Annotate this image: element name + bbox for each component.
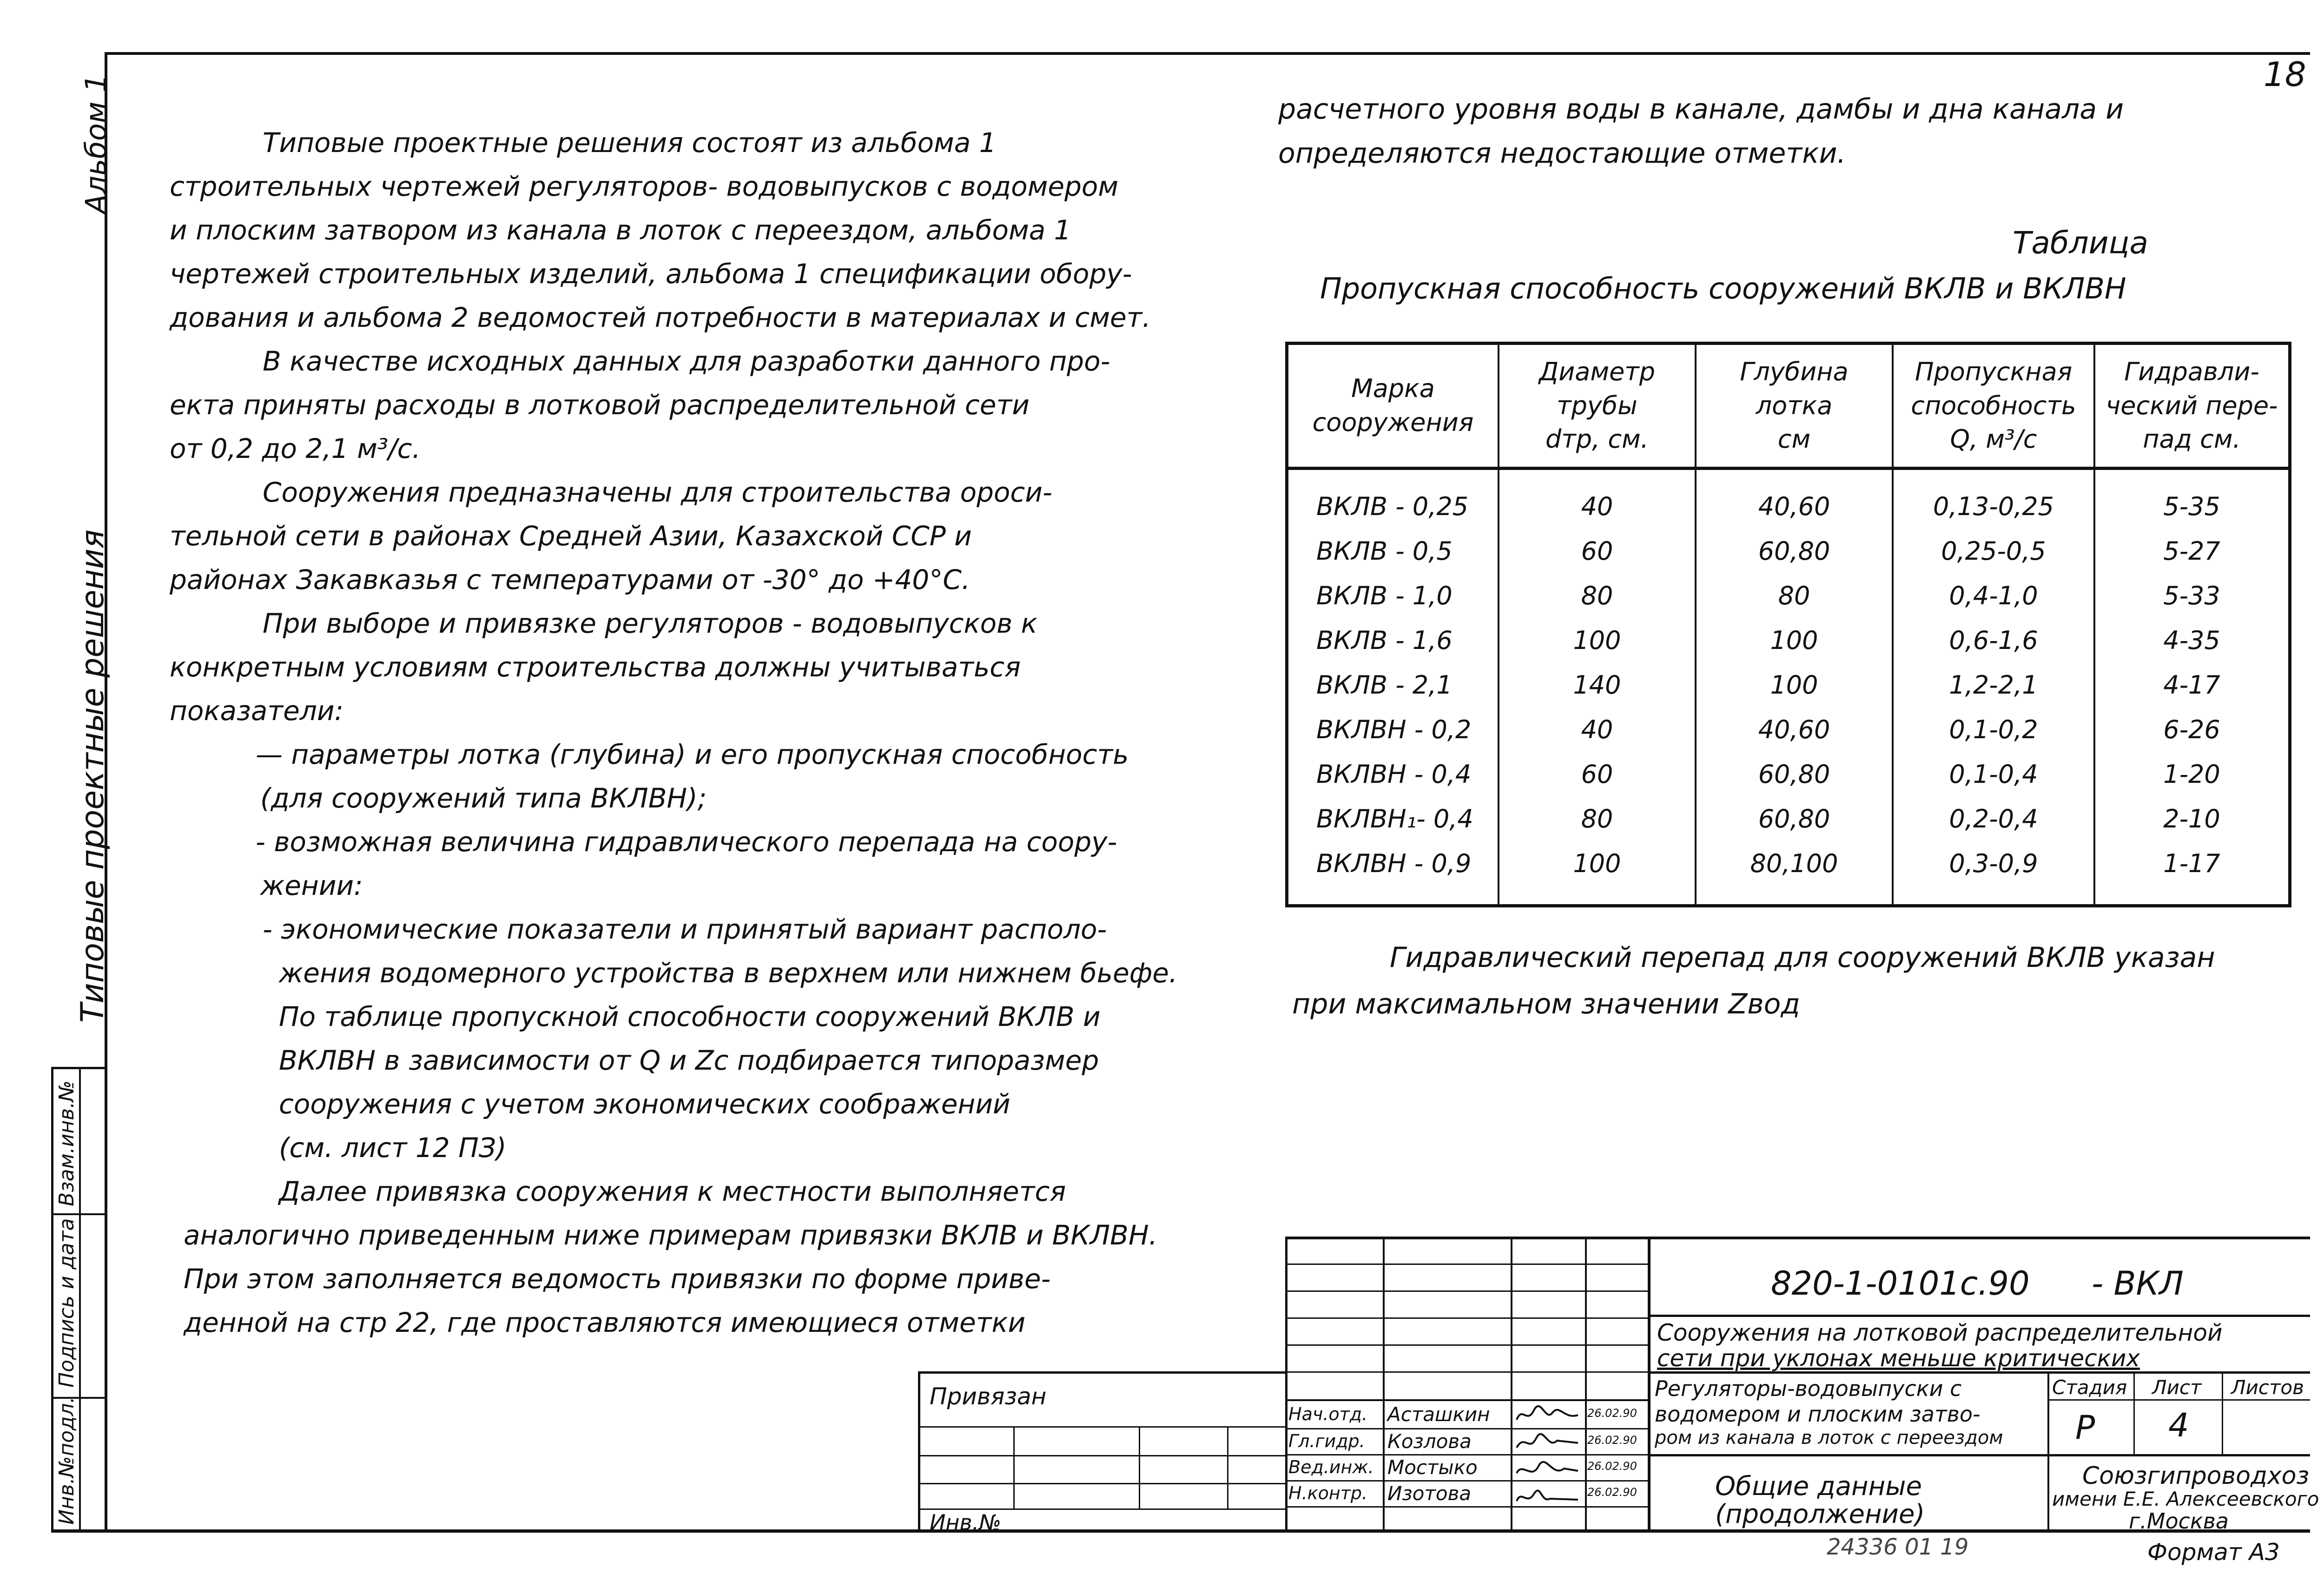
text-line: — параметры лотка (глубина) и его пропускная способность — [256, 739, 1129, 770]
table-cell: 5-35 — [2094, 469, 2290, 529]
text-line: тельной сети в районах Средней Азии, Казахской ССР и — [170, 520, 972, 552]
header-text: Пропускная — [1915, 357, 2073, 386]
object-title-2: водомером и плоским затво- — [1655, 1402, 1981, 1427]
strip-outer-line — [51, 1067, 53, 1532]
signer-role: Вед.инж. — [1288, 1457, 1374, 1477]
org-name-1: Союзгипроводхоз — [2082, 1462, 2310, 1490]
table-cell: 100 — [1696, 662, 1893, 707]
strip-mid-line — [79, 1067, 81, 1532]
table-cell: 140 — [1499, 662, 1696, 707]
table-row — [1287, 841, 2290, 906]
text-line: конкретным условиям строительства должны учитываться — [170, 651, 1021, 683]
tb-line — [2047, 1371, 2049, 1532]
header-text: dтр, см. — [1545, 424, 1649, 454]
tb-line — [918, 1371, 1285, 1374]
tb-line — [1383, 1237, 1385, 1532]
table-row — [1287, 662, 2290, 707]
strip-divider-1 — [51, 1213, 106, 1215]
tb-line — [1648, 1237, 1651, 1532]
text-line: В качестве исходных данных для разработки данного про- — [263, 345, 1110, 377]
header-text: Q, м³/с — [1950, 424, 2037, 454]
note-line-1: Гидравлический перепад для сооружений ВКЛВ указан — [1390, 941, 2215, 974]
header-capacity — [1893, 344, 2094, 469]
text-line: При выборе и привязке регуляторов - водовыпусков к — [263, 608, 1037, 639]
tb-line — [1139, 1426, 1140, 1510]
signature-marks — [1513, 1401, 1583, 1508]
tb-line — [1285, 1237, 1287, 1532]
table-cell: ВКЛВН - 0,4 — [1316, 759, 1472, 789]
signer-date: 26.02.90 — [1587, 1486, 1637, 1499]
stage-value: Р — [2075, 1409, 2095, 1447]
text-line: Типовые проектные решения состоят из альбома 1 — [263, 127, 997, 159]
signature-astashkin — [1517, 1406, 1578, 1420]
text-line: строительных чертежей регуляторов- водовыпусков с водомером — [170, 171, 1119, 202]
table-cell: 80 — [1499, 573, 1696, 618]
inventory-stamp: 24336 01 19 — [1827, 1534, 1969, 1560]
table-label: Таблица — [2013, 225, 2148, 261]
text-line: екта приняты расходы в лотковой распределительной сети — [170, 389, 1030, 421]
header-text: см — [1777, 424, 1811, 454]
object-title-1: Регуляторы-водовыпуски с — [1655, 1376, 1962, 1401]
table-cell: 0,3-0,9 — [1893, 841, 2094, 906]
tb-line — [1285, 1454, 1648, 1455]
table-cell: ВКЛВН - 0,2 — [1316, 714, 1472, 744]
signature-kozlova — [1517, 1434, 1578, 1448]
note-line-2: при максимальном значении Zвод — [1292, 988, 1800, 1020]
tb-line — [1013, 1426, 1015, 1510]
sheets-label: Листов — [2231, 1376, 2304, 1399]
signer-date: 26.02.90 — [1587, 1407, 1637, 1420]
table-row — [1287, 796, 2290, 841]
org-name-3: г.Москва — [2129, 1508, 2229, 1534]
table-cell: 60 — [1499, 752, 1696, 796]
doc-code: 820-1-0101с.90 — [1771, 1264, 2030, 1303]
table-cell: 1-20 — [2094, 752, 2290, 796]
text-line: Далее привязка сооружения к местности выполняется — [279, 1176, 1066, 1207]
table-cell: ВКЛВ - 1,6 — [1316, 625, 1452, 655]
sheet-label: Лист — [2152, 1376, 2202, 1399]
page-number: 18 — [2264, 55, 2306, 94]
header-diameter — [1499, 344, 1696, 469]
table-cell: 0,2-0,4 — [1893, 796, 2094, 841]
replace-inv-label: Взам.инв.№ — [55, 1080, 79, 1206]
sign-date-label: Подпись и дата — [55, 1218, 79, 1388]
text-line: По таблице пропускной способности сооружений ВКЛВ и — [279, 1001, 1101, 1032]
table-cell: 4-35 — [2094, 618, 2290, 662]
text-line: (для сооружений типа ВКЛВН); — [260, 782, 707, 814]
inv-orig-label: Инв.№подл. — [55, 1396, 79, 1525]
structure-title-1: Сооружения на лотковой распределительной — [1657, 1319, 2223, 1346]
table-row — [1287, 618, 2290, 662]
tb-line — [918, 1483, 1285, 1484]
table-title: Пропускная способность сооружений ВКЛВ и ВКЛВН — [1320, 271, 2126, 305]
tb-line — [1585, 1237, 1587, 1532]
table-cell: 100 — [1499, 618, 1696, 662]
tb-line — [918, 1455, 1285, 1456]
text-line: дования и альбома 2 ведомостей потребности в материалах и смет. — [170, 302, 1151, 333]
table-cell: ВКЛВ - 2,1 — [1316, 670, 1452, 700]
org-name-2: имени Е.Е. Алексеевского — [2052, 1488, 2319, 1510]
text-line: сооружения с учетом экономических соображений — [279, 1088, 1010, 1120]
signature-izotova — [1517, 1490, 1578, 1501]
header-text: Глубина — [1740, 357, 1849, 386]
signer-role: Н.контр. — [1288, 1483, 1368, 1503]
intro-line-2: определяются недостающие отметки. — [1278, 137, 1846, 170]
table-cell: 40,60 — [1696, 469, 1893, 529]
tb-line — [1227, 1426, 1228, 1510]
table-cell: 4-17 — [2094, 662, 2290, 707]
header-text: ческий пере- — [2106, 390, 2278, 420]
header-text: лотка — [1756, 390, 1833, 420]
table-cell: 2-10 — [2094, 796, 2290, 841]
tb-line — [918, 1426, 1285, 1428]
text-line: районах Закавказья с температурами от -30° до +40°С. — [170, 564, 971, 595]
series-title: Типовые проектные решения — [74, 529, 111, 1023]
header-text: сооружения — [1312, 408, 1474, 437]
table-cell: 0,25-0,5 — [1893, 529, 2094, 573]
tb-line — [1285, 1263, 1648, 1265]
tb-line — [2047, 1399, 2310, 1401]
header-text: способность — [1911, 390, 2076, 420]
header-depth — [1696, 344, 1893, 469]
frame-top-line — [105, 52, 2310, 55]
table-row — [1287, 469, 2290, 529]
table-cell: ВКЛВН₁- 0,4 — [1316, 804, 1473, 833]
signer-role: Гл.гидр. — [1288, 1431, 1365, 1451]
table-row — [1287, 707, 2290, 752]
object-title-3: ром из канала в лоток с переездом — [1655, 1427, 2003, 1449]
text-line: жении: — [260, 870, 363, 901]
table-cell: 0,1-0,2 — [1893, 707, 2094, 752]
text-line: показатели: — [170, 695, 344, 727]
table-row — [1287, 529, 2290, 573]
sheet-value: 4 — [2168, 1406, 2189, 1444]
tb-line — [1285, 1480, 1648, 1482]
table-cell: 60,80 — [1696, 529, 1893, 573]
text-line: ВКЛВН в зависимости от Q и Zс подбирается типоразмер — [279, 1045, 1099, 1076]
tb-line — [1285, 1237, 2310, 1239]
tb-line — [1285, 1290, 1648, 1292]
text-line: Сооружения предназначены для строительства ороси- — [263, 476, 1052, 508]
signature-mostyko — [1517, 1462, 1578, 1473]
signer-name: Мостыко — [1387, 1456, 1478, 1479]
signer-name: Асташкин — [1387, 1403, 1490, 1426]
table-cell: ВКЛВ - 1,0 — [1316, 581, 1452, 610]
table-cell: 80 — [1696, 573, 1893, 618]
header-drop — [2094, 344, 2290, 469]
intro-line-1: расчетного уровня воды в канале, дамбы и дна канала и — [1278, 93, 2124, 126]
table-cell: 60,80 — [1696, 796, 1893, 841]
tb-line — [1648, 1315, 2310, 1317]
table-cell: 0,4-1,0 — [1893, 573, 2094, 618]
text-line: - возможная величина гидравлического перепада на соору- — [256, 826, 1117, 858]
capacity-table — [1285, 342, 2291, 907]
tb-line — [1285, 1317, 1648, 1319]
table-cell: 5-33 — [2094, 573, 2290, 618]
table-cell: 1,2-2,1 — [1893, 662, 2094, 707]
tb-line — [1285, 1344, 1648, 1346]
table-cell: 80 — [1499, 796, 1696, 841]
tb-line — [1285, 1428, 1648, 1429]
sheet-title-2: (продолжение) — [1715, 1499, 1925, 1529]
privyazan-label: Привязан — [930, 1383, 1047, 1410]
signer-date: 26.02.90 — [1587, 1434, 1637, 1447]
table-cell: 40 — [1499, 707, 1696, 752]
signer-name: Изотова — [1387, 1482, 1472, 1505]
doc-suffix: - ВКЛ — [2092, 1264, 2184, 1303]
signer-role: Нач.отд. — [1288, 1404, 1368, 1424]
table-cell: 100 — [1499, 841, 1696, 906]
table-cell: 1-17 — [2094, 841, 2290, 906]
header-text: Марка — [1351, 374, 1435, 404]
frame-bottom-line — [51, 1529, 2310, 1533]
text-line: - экономические показатели и принятый вариант располо- — [263, 913, 1107, 945]
table-cell: 0,1-0,4 — [1893, 752, 2094, 796]
album-label: Альбом 1 — [79, 74, 113, 214]
signer-date: 26.02.90 — [1587, 1460, 1637, 1473]
table-cell: 0,6-1,6 — [1893, 618, 2094, 662]
sheet-title-1: Общие данные — [1715, 1471, 1922, 1502]
table-cell: 6-26 — [2094, 707, 2290, 752]
table-cell: 40 — [1499, 469, 1696, 529]
text-line: жения водомерного устройства в верхнем или нижнем бьефе. — [279, 957, 1178, 989]
table-cell: ВКЛВ - 0,5 — [1316, 536, 1452, 566]
tb-line — [2222, 1371, 2223, 1454]
header-text: пад см. — [2143, 424, 2241, 454]
strip-top-line — [51, 1067, 106, 1069]
table-cell: 80,100 — [1696, 841, 1893, 906]
table-cell: 0,13-0,25 — [1893, 469, 2094, 529]
table-cell: 40,60 — [1696, 707, 1893, 752]
format-label: Формат А3 — [2147, 1539, 2280, 1566]
header-text: Диаметр — [1538, 357, 1656, 386]
text-line: от 0,2 до 2,1 м³/с. — [170, 433, 421, 464]
table-cell: ВКЛВН - 0,9 — [1316, 848, 1472, 878]
header-text: Гидравли- — [2124, 357, 2259, 386]
text-line: (см. лист 12 ПЗ) — [279, 1132, 507, 1164]
table-cell: 100 — [1696, 618, 1893, 662]
inv-no-label: Инв.№ — [930, 1510, 1002, 1535]
text-line: При этом заполняется ведомость привязки по форме приве- — [184, 1263, 1051, 1295]
tb-line — [1285, 1399, 1648, 1401]
signer-name: Козлова — [1387, 1430, 1472, 1453]
table-cell: 5-27 — [2094, 529, 2290, 573]
text-line: аналогично приведенным ниже примерам привязки ВКЛВ и ВКЛВН. — [184, 1219, 1158, 1251]
tb-line — [1285, 1506, 1648, 1508]
table-row — [1287, 573, 2290, 618]
text-line: чертежей строительных изделий, альбома 1 спецификации обору- — [170, 258, 1132, 290]
tb-line — [918, 1371, 920, 1532]
tb-line — [2133, 1371, 2135, 1454]
header-mark — [1287, 344, 1499, 469]
structure-title-2: сети при уклонах меньше критических — [1657, 1345, 2140, 1372]
table-cell: 60 — [1499, 529, 1696, 573]
text-line: денной на стр 22, где проставляются имеющиеся отметки — [184, 1307, 1026, 1338]
header-text: трубы — [1557, 390, 1637, 420]
table-cell: ВКЛВ - 0,25 — [1316, 491, 1469, 521]
table-cell: 60,80 — [1696, 752, 1893, 796]
table-row — [1287, 752, 2290, 796]
tb-line — [1648, 1454, 2310, 1456]
table-header-row — [1287, 344, 2290, 469]
stage-label: Стадия — [2052, 1376, 2127, 1399]
text-line: и плоским затвором из канала в лоток с переездом, альбома 1 — [170, 214, 1071, 246]
tb-line — [1511, 1237, 1512, 1532]
tb-line — [1285, 1371, 1648, 1373]
